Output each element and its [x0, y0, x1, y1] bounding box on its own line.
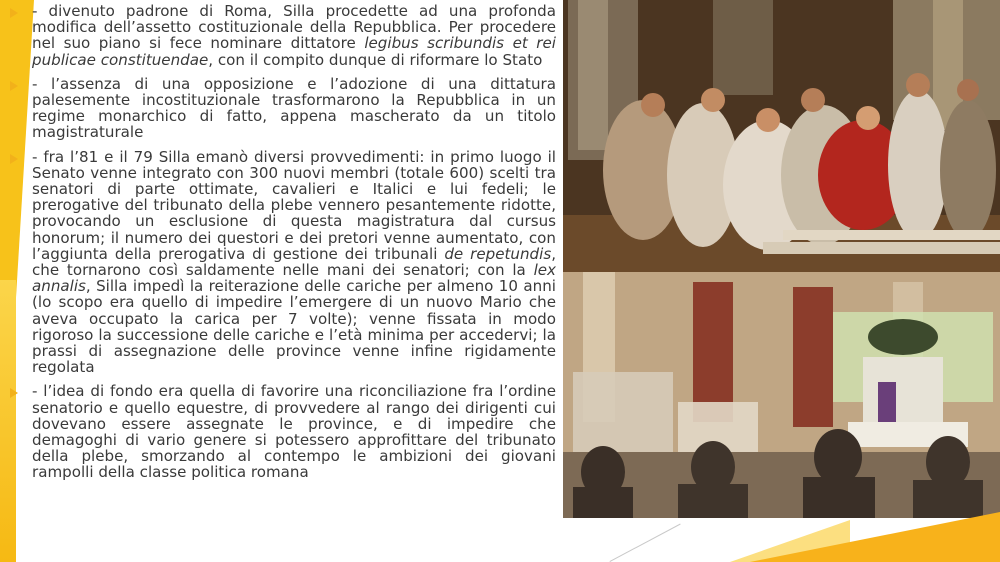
bullet-item [8, 3, 556, 68]
painting-death-of-caesar-image [563, 0, 1000, 272]
bullet-item [8, 383, 556, 480]
bullet-text [32, 3, 556, 68]
text-run: - l’assenza di una opposizione e l’adozione di una dittatura palesemente incostituzionale trasformarono la Repubblica in un regime monarchico di fatto, appena mascherato da un titolo magistraturale [32, 74, 556, 142]
text-run: - fra l’81 e il 79 Silla emanò diversi provvedimenti: in primo luogo il Senato venne integrato con 300 nuovi membri (totale 600) scelti tra senatori di parte ottimate, cavalieri e Italici e lui fedeli; le prerogative del tribunato della plebe vennero pesantemente ridotte, provocando un esclusione di questa magistratura dal cursus honorum; il numero dei questori e dei pretori venne aumentato, con l’aggiunta della prerogativa di gestione dei tribunali [32, 147, 556, 263]
illustration-roman-senate-image [563, 272, 1000, 518]
bullet-arrow-icon [10, 388, 18, 398]
text-run: , che tornarono così saldamente nelle mani dei senatori; con la [32, 244, 557, 280]
bullet-list [8, 3, 556, 489]
bullet-text [32, 149, 556, 376]
bullet-arrow-icon [10, 81, 18, 91]
text-run: - l’idea di fondo era quella di favorire una riconciliazione fra l’ordine senatorio e quello equestre, di provvedere al rango dei dirigenti cui dovevano essere assegnate le province, e di impedire che demagoghi di vario genere si potessero approfittare del tribunato della plebe, smorzando al contempo le ambizioni dei giovani rampolli della classe politica romana [32, 382, 556, 482]
bottom-right-accent-decoration [720, 512, 1000, 562]
bullet-arrow-icon [10, 154, 18, 164]
bullet-text [32, 383, 556, 480]
bullet-text [32, 76, 556, 141]
bullet-arrow-icon [10, 8, 18, 18]
text-run: , con il compito dunque di riformare lo Stato [208, 50, 543, 69]
text-run: - divenuto padrone di Roma, Silla procedette ad una profonda modifica dell’assetto costituzionale della Repubblica. Per procedere nel suo piano si fece nominare dittatore [32, 2, 556, 53]
bullet-item [8, 76, 556, 141]
divider-line-decoration [610, 524, 681, 562]
text-run: , Silla impedì la reiterazione delle cariche per almeno 10 anni (lo scopo era quello di impedire l’emergere di un nuovo Mario che aveva occupato la carica per 7 volte); venne fissata in modo rigoroso la successione delle cariche e l’età minima per accedervi; la prassi di assegnazione delle province venne infine rigidamente regolata [32, 277, 556, 377]
latin-term: de repetundis [444, 244, 552, 263]
latin-term: lex annalis [32, 261, 556, 296]
bullet-item [8, 149, 556, 376]
latin-term: legibus scribundis et rei publicae constituendae [32, 34, 556, 69]
